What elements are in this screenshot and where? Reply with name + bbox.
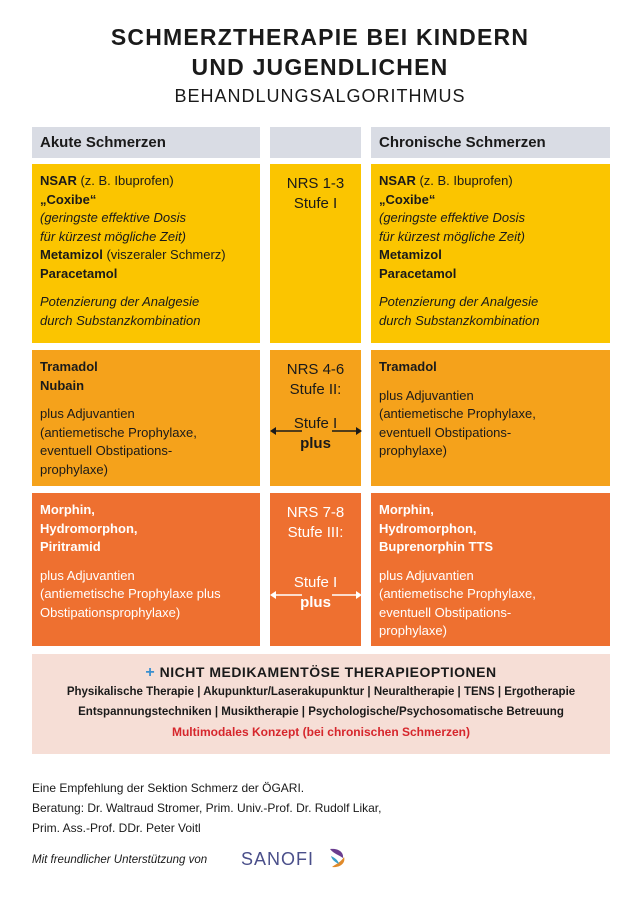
row3-nrs: NRS 7-8	[286, 504, 345, 521]
row2-acute-drug-1: Tramadol	[40, 359, 98, 374]
row2-acute-cell	[32, 350, 260, 486]
row3-double-arrow-icon	[266, 585, 366, 605]
row3-acute-cell	[32, 493, 260, 646]
row3-chronic-adj-1: plus Adjuvantien	[379, 567, 474, 583]
row1-chronic-paracetamol: Paracetamol	[379, 265, 457, 281]
row1-chronic-metamizol: Metamizol	[379, 247, 442, 262]
title-line-2: UND JUGENDLICHEN	[191, 54, 449, 80]
row3-chronic-cell	[371, 493, 610, 646]
row1-acute-nsar: NSAR	[40, 173, 77, 188]
row3-acute-adj-3: Obstipationsprophylaxe)	[40, 604, 181, 620]
row2-acute-adj-4: prophylaxe)	[40, 461, 108, 477]
non-medical-line-1: Physikalische Therapie | Akupunktur/Laserakupunktur | Neuraltherapie | TENS | Ergotherapie	[66, 686, 576, 698]
row2-chronic-adj-2: (antiemetische Prophylaxe,	[379, 406, 536, 421]
row3-chronic-drug-1: Morphin,	[379, 502, 434, 517]
row3-chronic-adj-3: eventuell Obstipations-	[379, 604, 512, 620]
row2-nrs: NRS 4-6	[286, 361, 345, 378]
row1-acute-metamizol: Metamizol	[40, 247, 103, 262]
row1-acute-dose-2: für kürzest mögliche Zeit)	[40, 228, 186, 244]
title-line-1: SCHMERZTHERAPIE BEI KINDERN	[110, 24, 530, 50]
row3-acute-drug-2: Hydromorphon,	[40, 520, 138, 536]
row1-chronic-coxibe: „Coxibe“	[379, 191, 436, 207]
non-medical-line-3: Multimodales Konzept (bei chronischen Schmerzen)	[171, 725, 471, 739]
non-medical-title	[32, 664, 610, 682]
row3-chronic-adj-2: (antiemetische Prophylaxe,	[379, 586, 536, 601]
row3-acute-adj-1: plus Adjuvantien	[40, 567, 135, 583]
footer-line-2: Beratung: Dr. Waltraud Stromer, Prim. Univ.-Prof. Dr. Rudolf Likar,	[32, 801, 382, 815]
row3-acute-drug-3: Piritramid	[40, 539, 101, 554]
row1-chronic-dose-1: (geringste effektive Dosis	[379, 210, 525, 225]
row3-stage-ref: Stufe I	[293, 574, 338, 591]
row3-chronic-adj-4: prophylaxe)	[379, 623, 447, 638]
row1-chronic-pot-2: durch Substanzkombination	[379, 312, 540, 328]
row3-chronic-drug-3: Buprenorphin TTS	[379, 539, 494, 554]
row3-acute-adj-2: (antiemetische Prophylaxe plus	[40, 586, 221, 601]
row3-plus: plus	[300, 594, 331, 611]
header-chronic: Chronische Schmerzen	[371, 127, 610, 158]
footer-line-1: Eine Empfehlung der Sektion Schmerz der ÖGARI.	[32, 781, 305, 795]
row1-stage: Stufe I	[293, 195, 338, 212]
row1-chronic-dose-2: für kürzest mögliche Zeit)	[379, 228, 525, 244]
row1-acute-pot-2: durch Substanzkombination	[40, 312, 201, 328]
row1-chronic-nsar: NSAR	[379, 173, 416, 188]
row2-double-arrow-icon	[266, 421, 366, 441]
row1-acute-metamizol-note: (viszeraler Schmerz)	[102, 247, 226, 262]
row3-chronic-drug-2: Hydromorphon,	[379, 520, 477, 536]
row1-chronic-nsar-note: (z. B. Ibuprofen)	[415, 173, 513, 188]
row1-acute-dose-1: (geringste effektive Dosis	[40, 210, 186, 225]
row1-acute-nsar-note: (z. B. Ibuprofen)	[76, 173, 174, 188]
row2-chronic-adj-4: prophylaxe)	[379, 443, 447, 458]
sanofi-logo: SANOFI	[241, 849, 315, 869]
row2-middle-cell	[270, 350, 361, 486]
row1-nrs: NRS 1-3	[286, 175, 345, 192]
footer-line-3: Prim. Ass.-Prof. DDr. Peter Voitl	[32, 821, 201, 835]
row2-chronic-adj-3: eventuell Obstipations-	[379, 424, 512, 440]
row1-chronic-cell	[371, 164, 610, 343]
header-acute: Akute Schmerzen	[32, 127, 260, 158]
row1-chronic-pot-1: Potenzierung der Analgesie	[379, 294, 539, 309]
row2-chronic-adj-1: plus Adjuvantien	[379, 387, 474, 403]
row3-acute-drug-1: Morphin,	[40, 502, 95, 517]
row2-acute-adj-1: plus Adjuvantien	[40, 406, 135, 421]
header-middle	[270, 127, 361, 158]
row1-acute-coxibe: „Coxibe“	[40, 191, 97, 207]
row3-middle-cell	[270, 493, 361, 646]
non-medical-title-text: NICHT MEDIKAMENTÖSE THERAPIEOPTIONEN	[155, 664, 497, 680]
row1-middle-cell	[270, 164, 361, 343]
row2-chronic-cell	[371, 350, 610, 486]
footer-support: Mit freundlicher Unterstützung von	[32, 854, 208, 866]
non-medical-box	[32, 654, 610, 754]
subtitle: BEHANDLUNGSALGORITHMUS	[174, 86, 466, 106]
row2-acute-adj-3: eventuell Obstipations-	[40, 443, 173, 458]
row2-plus: plus	[300, 435, 331, 452]
row2-stage-ref: Stufe I	[293, 415, 338, 432]
row2-acute-drug-2: Nubain	[40, 377, 85, 393]
row3-stage: Stufe III:	[287, 524, 344, 541]
row2-stage: Stufe II:	[289, 381, 342, 398]
plus-icon: +	[145, 664, 156, 681]
row1-acute-paracetamol: Paracetamol	[40, 265, 118, 281]
row1-acute-cell	[32, 164, 260, 343]
row2-chronic-drug-1: Tramadol	[379, 359, 437, 374]
sanofi-bird-icon	[326, 846, 348, 870]
row1-acute-pot-1: Potenzierung der Analgesie	[40, 294, 200, 309]
row2-acute-adj-2: (antiemetische Prophylaxe,	[40, 424, 197, 440]
non-medical-line-2: Entspannungstechniken | Musiktherapie | Psychologische/Psychosomatische Betreuung	[78, 706, 564, 718]
